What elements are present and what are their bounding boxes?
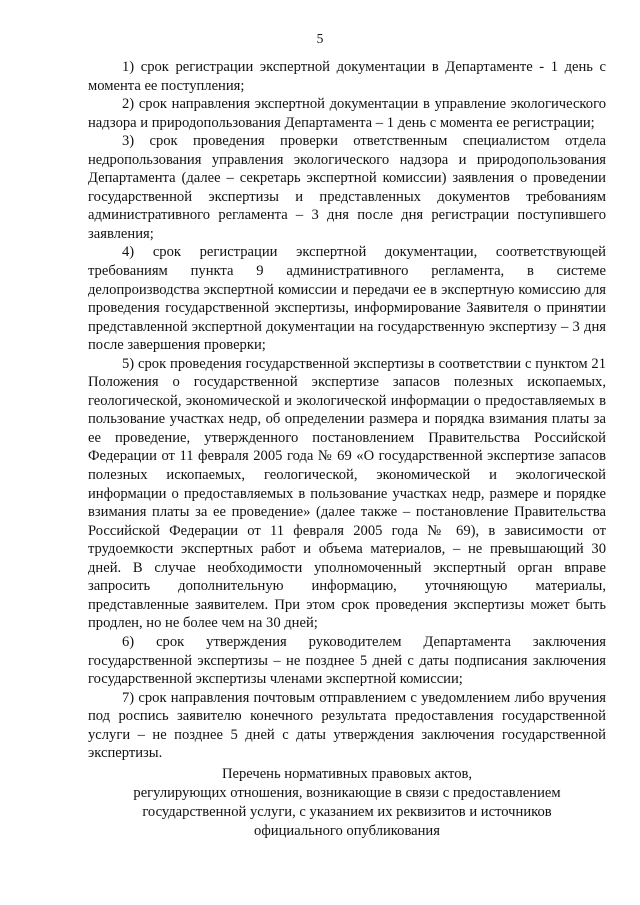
list-item-7: 7) срок направления почтовым отправлением с уведомлением либо вручения под роспись заявителю конечного результата предоставления государственной услуги – не позднее 5 дней с даты утверждения заключения государственной экспертизы. xyxy=(88,689,606,762)
document-body xyxy=(88,58,606,763)
list-item-2: 2) срок направления экспертной документации в управление экологического надзора и природопользования Департамента – 1 день с момента ее регистрации; xyxy=(88,96,606,131)
page-number: 5 xyxy=(316,31,324,46)
section-heading-line: Перечень нормативных правовых актов, xyxy=(221,766,473,782)
section-heading xyxy=(88,765,606,841)
section-heading-line: регулирующих отношения, возникающие в связи с предоставлением xyxy=(133,785,561,801)
section-heading-line: государственной услуги, с указанием их реквизитов и источников xyxy=(142,804,552,820)
list-item-6: 6) срок утверждения руководителем Департамента заключения государственной экспертизы – не позднее 5 дней с даты подписания заключения государственной экспертизы членами экспертной комиссии; xyxy=(88,633,606,688)
list-item-1: 1) срок регистрации экспертной документации в Департаменте - 1 день с момента ее поступления; xyxy=(88,59,606,94)
list-item-5: 5) срок проведения государственной экспертизы в соответствии с пунктом 21 Положения о государственной экспертизе запасов полезных ископаемых, геологической, экономической и экологической информации о предоставляемых в пользование участках недр, об определении размера и порядка взимания платы за ее проведение, утвержденного постановлением Правительства Российской Федерации от 11 февраля 2005 года № 69 «О государственной экспертизе запасов полезных ископаемых, геологической, экономической и экологической информации о предоставляемых в пользование участках недр, размере и порядке взимания платы за ее проведение» (далее также – постановление Правительства Российской Федерации от 11 февраля 2005 года № 69), в зависимости от трудоемкости экспертных работ и объема материалов, – не превышающий 30 дней. В случае необходимости уполномоченный экспертный орган вправе запросить дополнительную информацию, уточняющую материалы, представленные заявителем. При этом срок проведения экспертизы может быть продлен, но не более чем на 30 дней; xyxy=(88,355,606,632)
list-item-4: 4) срок регистрации экспертной документации, соответствующей требованиям пункта 9 административного регламента, в системе делопроизводства экспертной комиссии и передачи ее в экспертную комиссию для проведения государственной экспертизы, информирование Заявителя о принятии представленной экспертной документации на государственную экспертизу – 3 дня после завершения проверки; xyxy=(88,244,606,354)
section-heading-line: официального опубликования xyxy=(254,823,440,839)
list-item-3: 3) срок проведения проверки ответственным специалистом отдела недропользования управления экологического надзора и природопользования Департамента (далее – секретарь экспертной комиссии) заявления о проведении государственной экспертизы и представленных документов требованиям административного регламента – 3 дня после дня регистрации поступившего заявления; xyxy=(88,133,606,242)
